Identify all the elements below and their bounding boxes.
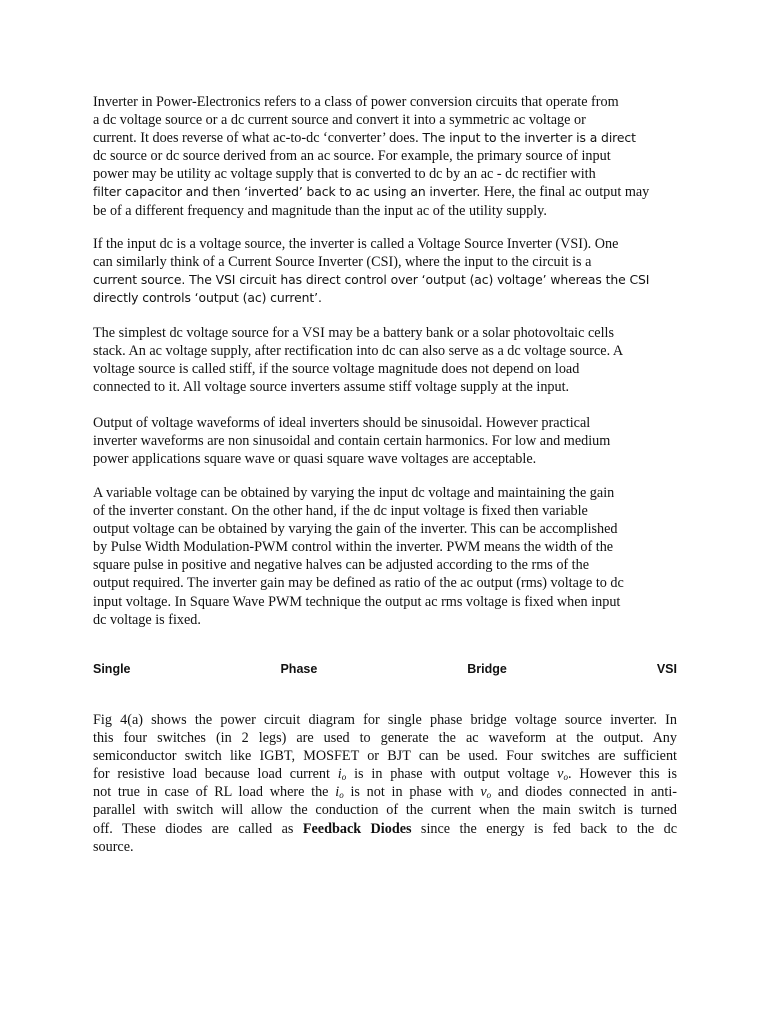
text-line: square pulse in positive and negative halves can be adjusted according to the rms of the — [93, 557, 590, 574]
text-line: output required. The inverter gain may be defined as ratio of the ac output (rms) voltage to dc — [93, 575, 624, 592]
heading-word: Phase — [280, 662, 318, 676]
text-line: dc voltage is fixed. — [93, 611, 201, 628]
paragraph-vsi-csi — [93, 235, 649, 307]
heading-word: Single — [93, 662, 131, 676]
text-line: current source. The VSI circuit has direct control over ‘output (ac) voltage’ whereas the CSI — [93, 272, 650, 288]
text-line: Inverter in Power-Electronics refers to a class of power conversion circuits that operate from — [93, 94, 619, 110]
paragraph-output-waveforms — [93, 414, 610, 468]
paragraph-voltage-source — [93, 324, 623, 396]
section-heading — [93, 662, 677, 676]
text-line: Fig 4(a) shows the power circuit diagram for single phase bridge voltage source inverter. In — [93, 712, 677, 728]
text-line: stack. An ac voltage supply, after rectification into dc can also serve as a dc voltage source. A — [93, 343, 624, 360]
heading-word: Bridge — [467, 662, 507, 676]
text-line: for resistive load because load current $i_o$ is in phase with output voltage $v_o$. However this is — [93, 766, 677, 783]
text-line: directly controls ‘output (ac) current’. — [93, 290, 322, 306]
voltage-symbol: $v_o$ — [480, 784, 492, 801]
voltage-symbol: $v_o$ — [557, 766, 568, 783]
text-line: source. — [93, 838, 134, 855]
paragraph-inverter-intro — [93, 93, 649, 220]
current-symbol: $i_o$ — [335, 784, 344, 801]
text-line: by Pulse Width Modulation-PWM control within the inverter. PWM means the width of the — [93, 539, 614, 556]
paragraph-single-phase-bridge — [93, 711, 677, 856]
text-line: power applications square wave or quasi square wave voltages are acceptable. — [93, 451, 537, 468]
text-line: can similarly think of a Current Source Inverter (CSI), where the input to the circuit is a — [93, 254, 592, 271]
text-line: power may be utility ac voltage supply that is converted to dc by an ac - dc rectifier with — [93, 166, 596, 183]
text-line: be of a different frequency and magnitude than the input ac of the utility supply. — [93, 202, 547, 219]
text-line: input voltage. In Square Wave PWM technique the output ac rms voltage is fixed when input — [93, 593, 621, 610]
text-line: output voltage can be obtained by varying the gain of the inverter. This can be accomplished — [93, 521, 618, 538]
text-line: connected to it. All voltage source inverters assume stiff voltage supply at the input. — [93, 379, 570, 396]
text-line: inverter waveforms are non sinusoidal and contain certain harmonics. For low and medium — [93, 433, 611, 450]
text-line: voltage source is called stiff, if the source voltage magnitude does not depend on load — [93, 361, 580, 378]
text-line: If the input dc is a voltage source, the inverter is called a Voltage Source Inverter (VSI). One — [93, 236, 619, 252]
emphasis-feedback-diodes: Feedback Diodes — [302, 820, 412, 837]
text-line: this four switches (in 2 legs) are used to generate the ac waveform at the output. Any — [93, 730, 677, 747]
text-line: off. These diodes are called as Feedback Diodes since the energy is fed back to the dc — [93, 820, 677, 837]
text-line: current. It does reverse of what ac-to-dc ‘converter’ does. The input to the inverter is a direct — [93, 130, 636, 147]
text-line: The simplest dc voltage source for a VSI may be a battery bank or a solar photovoltaic cells — [93, 325, 614, 341]
text-line: parallel with switch will allow the conduction of the current when the main switch is turned — [93, 802, 677, 819]
paragraph-pwm — [93, 484, 624, 629]
heading-word: VSI — [656, 662, 677, 676]
text-line: semiconductor switch like IGBT, MOSFET or BJT can be used. Four switches are sufficient — [93, 748, 677, 765]
text-line: A variable voltage can be obtained by varying the input dc voltage and maintaining the gain — [93, 485, 615, 501]
text-line: a dc voltage source or a dc current source and convert it into a symmetric ac voltage or — [93, 112, 586, 129]
text-line: Output of voltage waveforms of ideal inverters should be sinusoidal. However practical — [93, 415, 591, 431]
text-line: filter capacitor and then ‘inverted’ back to ac using an inverter. Here, the final ac output may — [93, 184, 650, 201]
text-line: not true in case of RL load where the $i_o$ is not in phase with $v_o$ and diodes connected in anti- — [93, 784, 677, 801]
current-symbol: $i_o$ — [337, 766, 347, 783]
text-line: dc source or dc source derived from an ac source. For example, the primary source of input — [93, 148, 611, 165]
text-line: of the inverter constant. On the other hand, if the dc input voltage is fixed then variable — [93, 503, 588, 520]
